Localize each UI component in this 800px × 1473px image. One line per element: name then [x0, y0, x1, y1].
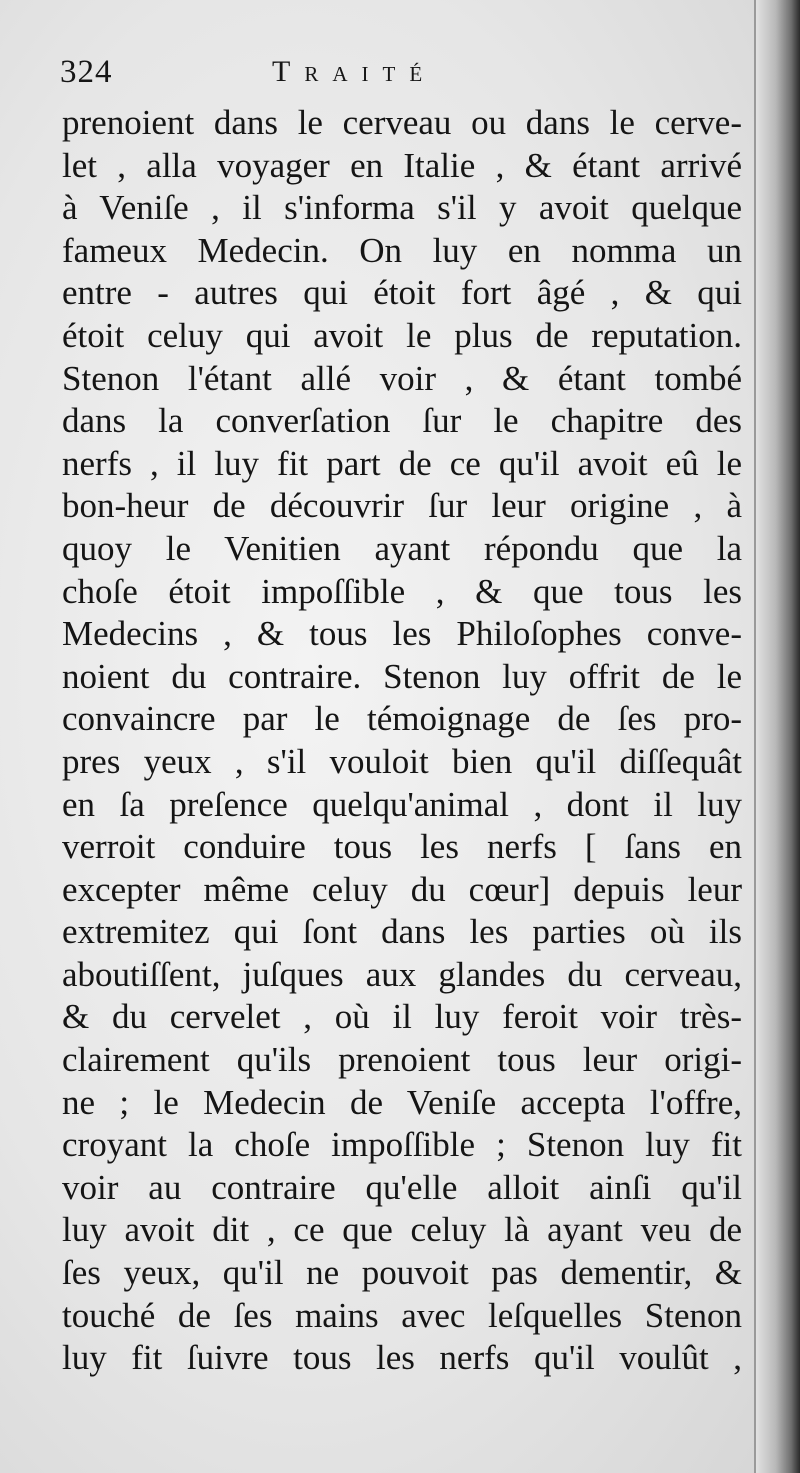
text-line: nerfs , il luy fit part de ce qu'il avoit eû le	[62, 443, 742, 483]
text-line: voir au contraire qu'elle alloit ainſi qu'il	[62, 1167, 742, 1207]
text-line: verroit conduire tous les nerfs [ ſans en	[62, 827, 742, 867]
text-line: touché de ſes mains avec leſquelles Stenon	[62, 1295, 742, 1335]
text-line: let , alla voyager en Italie , & étant arrivé	[62, 145, 742, 185]
text-line: croyant la choſe impoſſible ; Stenon luy fit	[62, 1125, 742, 1165]
text-line: extremitez qui ſont dans les parties où ils	[62, 912, 742, 952]
text-line: étoit celuy qui avoit le plus de reputation.	[62, 315, 742, 355]
text-line: dans la converſation ſur le chapitre des	[62, 401, 742, 441]
text-line: luy fit ſuivre tous les nerfs qu'il voulût ,	[62, 1338, 742, 1378]
body-text	[62, 102, 742, 1380]
text-line: pres yeux , s'il vouloit bien qu'il diſſequât	[62, 741, 742, 781]
text-line: noient du contraire. Stenon luy offrit de le	[62, 656, 742, 696]
text-line: quoy le Venitien ayant répondu que la	[62, 528, 742, 568]
text-line: luy avoit dit , ce que celuy là ayant veu de	[62, 1210, 742, 1250]
text-line: clairement qu'ils prenoient tous leur origi-	[62, 1040, 742, 1080]
text-line: entre - autres qui étoit fort âgé , & qui	[62, 273, 742, 313]
text-line: choſe étoit impoſſible , & que tous les	[62, 571, 742, 611]
text-line: prenoient dans le cerveau ou dans le cerve-	[62, 103, 742, 142]
text-line: ne ; le Medecin de Veniſe accepta l'offre,	[62, 1082, 742, 1122]
text-line: en ſa preſence quelqu'animal , dont il luy	[62, 784, 742, 824]
text-line: Medecins , & tous les Philoſophes conve-	[62, 614, 742, 654]
text-line: ſes yeux, qu'il ne pouvoit pas dementir, &	[62, 1253, 742, 1293]
text-line: Stenon l'étant allé voir , & étant tombé	[62, 358, 742, 398]
text-line: excepter même celuy du cœur] depuis leur	[62, 869, 742, 909]
page-number: 324	[60, 54, 113, 90]
binding-shadow	[756, 0, 800, 1473]
text-line: aboutiſſent, juſques aux glandes du cerveau,	[62, 954, 742, 994]
text-line: à Veniſe , il s'informa s'il y avoit quelque	[62, 188, 742, 228]
text-line: fameux Medecin. On luy en nomma un	[62, 230, 742, 270]
page-header	[60, 52, 560, 92]
text-line: bon-heur de découvrir ſur leur origine , à	[62, 486, 742, 526]
text-line: convaincre par le témoignage de ſes pro-	[62, 699, 742, 739]
text-line: & du cervelet , où il luy feroit voir très-	[62, 997, 742, 1037]
running-title: Traité	[272, 55, 437, 88]
